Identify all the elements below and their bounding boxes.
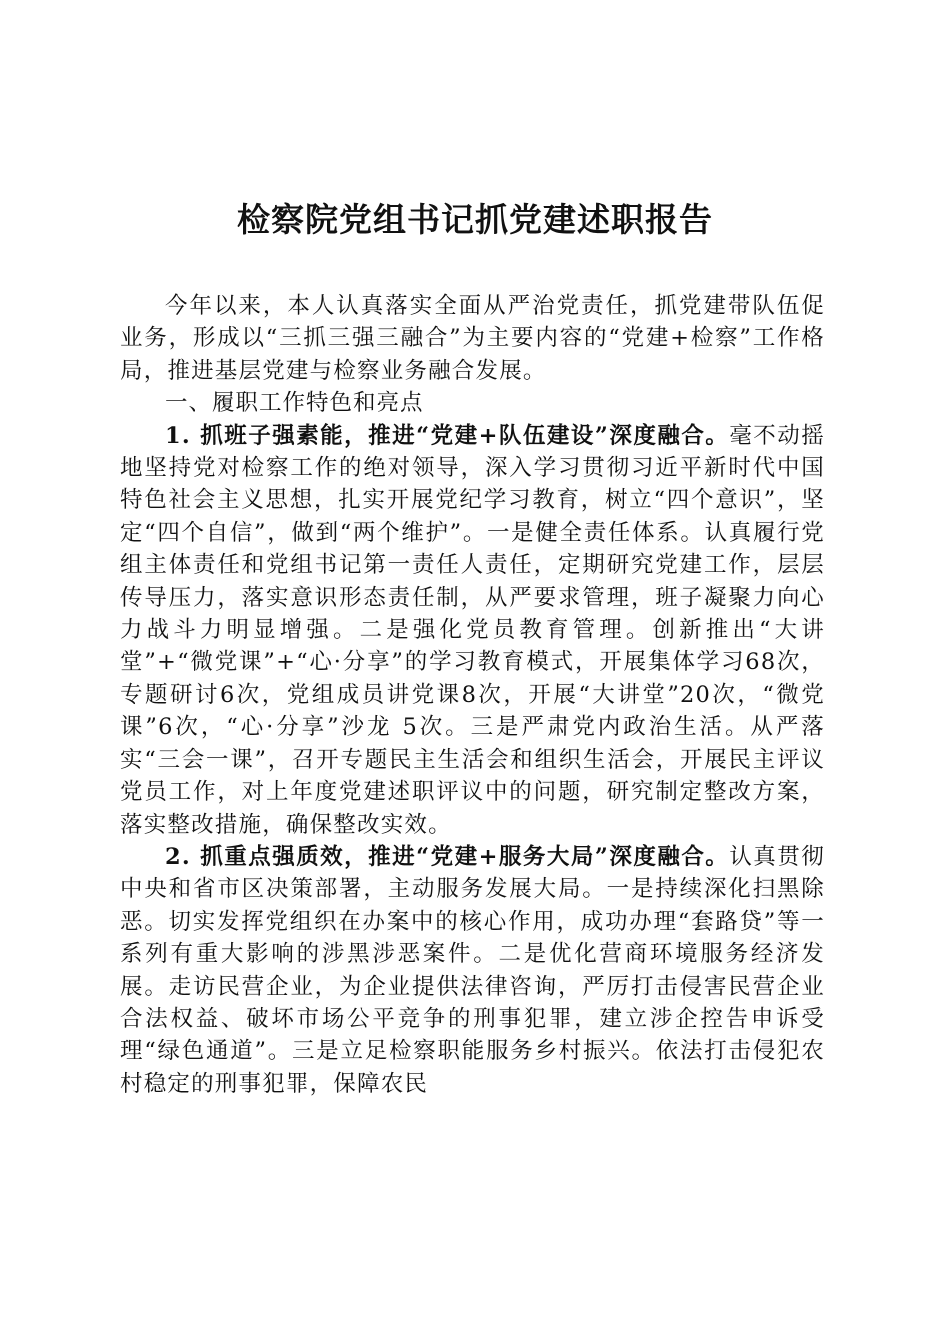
item-lead-2: 2. 抓重点强质效，推进“党建+服务大局”深度融合。	[165, 843, 730, 870]
item-paragraph-2	[120, 841, 825, 1100]
document-title: 检察院党组书记抓党建述职报告	[237, 200, 713, 239]
item-text-1: 毫不动摇地坚持党对检察工作的绝对领导，深入学习贯彻习近平新时代中国特色社会主义思想，扎实开展党纪学习教育，树立“四个意识”，坚定“四个自信”，做到“两个维护”。一是健全责任体系。认真履行党组主体责任和党组书记第一责任人责任，定期研究党建工作，层层传导压力，落实意识形态责任制，从严要求管理，班子凝聚力向心力战斗力明显增强。二是强化党员教育管理。创新推出“大讲堂”+“微党课”+“心·分享”的学习教育模式，开展集体学习68次，专题研讨6次，党组成员讲党课8次，开展“大讲堂”20次，“微党课”6次，“心·分享”沙龙 5次。三是严肃党内政治生活。从严落实“三会一课”，召开专题民主生活会和组织生活会，开展民主评议党员工作，对上年度党建述职评议中的问题，研究制定整改方案，落实整改措施，确保整改实效。	[120, 422, 825, 838]
section-heading: 一、履职工作特色和亮点	[165, 390, 424, 417]
intro-paragraph: 今年以来，本人认真落实全面从严治党责任，抓党建带队伍促业务，形成以“三抓三强三融合”为主要内容的“党建+检察”工作格局，推进基层党建与检察业务融合发展。	[120, 293, 825, 384]
item-lead-1: 1. 抓班子强素能，推进“党建+队伍建设”深度融合。	[165, 422, 730, 449]
item-text-2: 认真贯彻中央和省市区决策部署，主动服务发展大局。一是持续深化扫黑除恶。切实发挥党组织在办案中的核心作用，成功办理“套路贷”等一系列有重大影响的涉黑涉恶案件。二是优化营商环境服务经济发展。走访民营企业，为企业提供法律咨询，严厉打击侵害民营企业合法权益、破坏市场公平竞争的刑事犯罪，建立涉企控告申诉受理“绿色通道”。三是立足检察职能服务乡村振兴。依法打击侵犯农村稳定的刑事犯罪，保障农民	[120, 843, 825, 1097]
item-paragraph-1	[120, 420, 825, 841]
document-body	[120, 290, 825, 1100]
